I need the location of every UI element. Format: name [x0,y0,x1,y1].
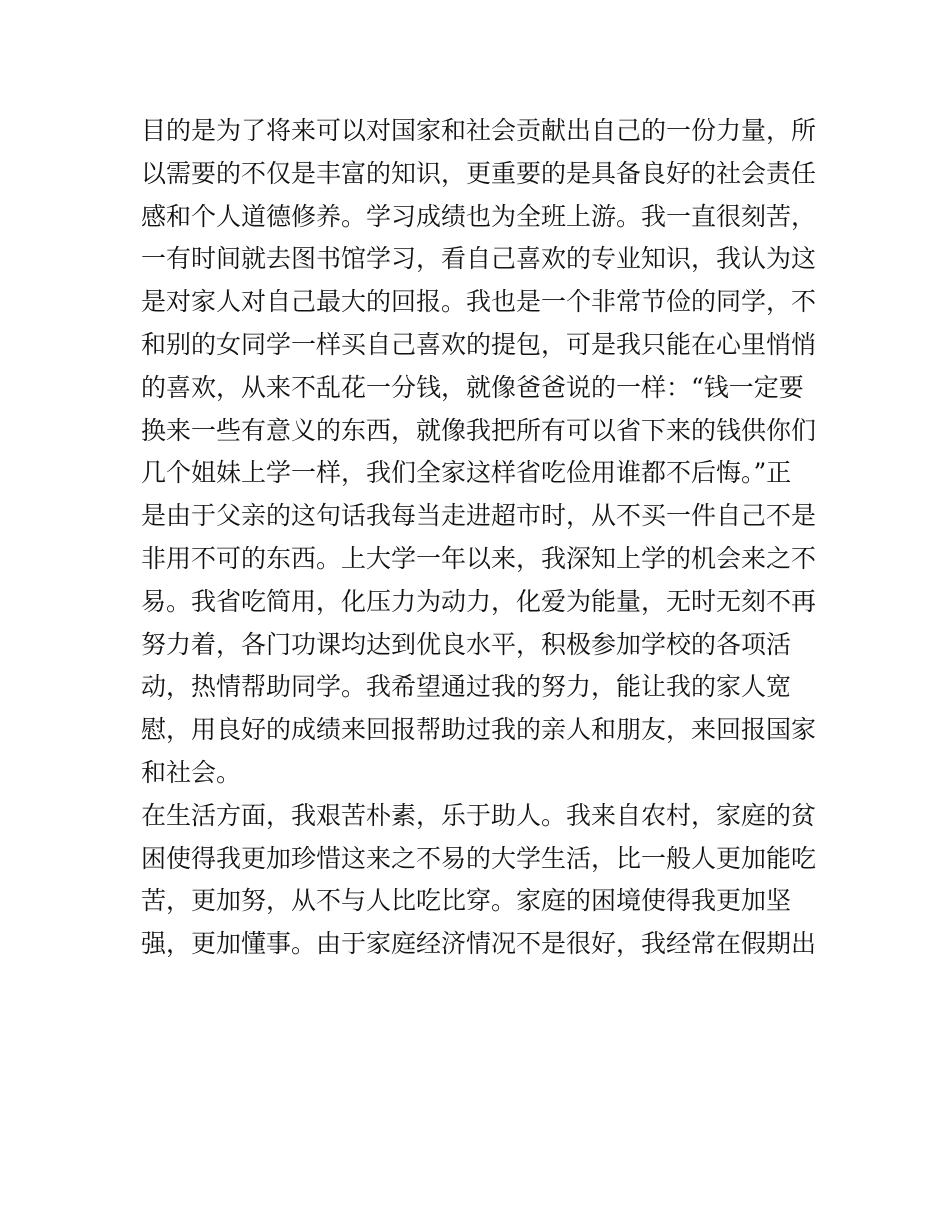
text-line: 努力着，各门功课均达到优良水平，积极参加学校的各项活 [141,629,792,659]
text-line: 和社会。 [141,757,242,787]
text-line: 和别的女同学一样买自己喜欢的提包，可是我只能在心里悄悄 [141,329,817,359]
text-line: 目的是为了将来可以对国家和社会贡献出自己的一份力量，所 [141,116,817,145]
body-text [141,110,821,966]
text-line: 苦，更加努，从不与人比吃比穿。家庭的困境使得我更加坚 [141,886,792,916]
text-line: 换来一些有意义的东西，就像我把所有可以省下来的钱供你们 [141,415,817,445]
text-line: 几个姐妹上学一样，我们全家这样省吃俭用谁都不后悔。”正 [141,458,792,488]
text-line: 慰，用良好的成绩来回报帮助过我的亲人和朋友，来回报国家 [141,715,817,745]
text-line: 动，热情帮助同学。我希望通过我的努力，能让我的家人宽 [141,672,792,702]
text-line: 强，更加懂事。由于家庭经济情况不是很好，我经常在假期出 [141,929,817,959]
text-line: 困使得我更加珍惜这来之不易的大学生活，比一般人更加能吃 [141,843,817,873]
text-line: 易。我省吃简用，化压力为动力，化爱为能量，无时无刻不再 [141,586,817,616]
text-line: 感和个人道德修养。学习成绩也为全班上游。我一直很刻苦， [141,201,817,231]
text-line: 在生活方面，我艰苦朴素，乐于助人。我来自农村，家庭的贫 [141,800,817,830]
text-line: 非用不可的东西。上大学一年以来，我深知上学的机会来之不 [141,543,817,573]
text-line: 的喜欢，从来不乱花一分钱，就像爸爸说的一样：“钱一定要 [141,372,804,402]
text-line: 一有时间就去图书馆学习，看自己喜欢的专业知识，我认为这 [141,244,817,274]
text-line: 是由于父亲的这句话我每当走进超市时，从不买一件自己不是 [141,501,817,531]
text-line: 是对家人对自己最大的回报。我也是一个非常节俭的同学，不 [141,287,817,317]
text-line: 以需要的不仅是丰富的知识，更重要的是具备良好的社会责任 [141,158,817,188]
